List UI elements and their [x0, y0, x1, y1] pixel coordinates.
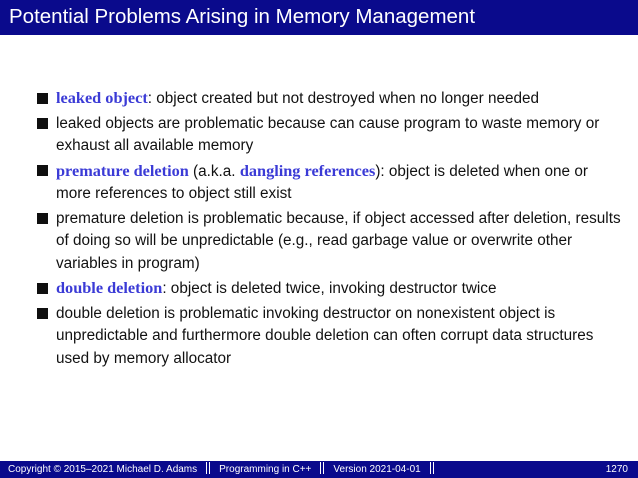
term-highlight: leaked object [56, 88, 148, 107]
term-highlight: double deletion [56, 278, 163, 297]
bullet-item [37, 208, 627, 276]
title-bar [0, 0, 638, 35]
bullet-square-icon [37, 118, 48, 129]
bullet-text: (a.k.a. [188, 162, 240, 180]
footer-bar [0, 461, 638, 478]
separator-icon [206, 462, 210, 474]
bullet-text: leaked objects are problematic because can cause program to waste memory or exhaust all available memory [56, 114, 600, 154]
bullet-item [37, 277, 627, 301]
bullet-square-icon [37, 213, 48, 224]
bullet-square-icon [37, 165, 48, 176]
footer-course: Programming in C++ [219, 464, 312, 475]
footer-version: Version 2021-04-01 [333, 464, 421, 475]
bullet-square-icon [37, 283, 48, 294]
bullet-text: : object created but not destroyed when no longer needed [147, 90, 539, 107]
bullet-item [37, 113, 627, 158]
separator-icon [430, 462, 434, 474]
bullet-text: : object is deleted twice, invoking destructor twice [162, 280, 497, 297]
page-number: 1270 [605, 464, 628, 475]
bullet-text: premature deletion is problematic because, if object accessed after deletion, results of doing so will be unpredictable (e.g., read garbage value or overwrite other variables in program) [56, 209, 621, 272]
term-highlight: premature deletion [56, 160, 189, 180]
separator-icon [320, 462, 324, 474]
bullet-text: double deletion is problematic invoking destructor on nonexistent object is unpredictable and furthermore double deletion can often corrupt data structures used by memory allocator [56, 304, 594, 367]
term-highlight: dangling references [239, 160, 376, 180]
slide-title: Potential Problems Arising in Memory Management [9, 5, 476, 28]
bullet-item [37, 303, 627, 371]
bullet-item [37, 160, 627, 206]
slide-content [37, 87, 627, 372]
bullet-square-icon [37, 308, 48, 319]
bullet-square-icon [37, 93, 48, 104]
footer-info [8, 461, 443, 478]
bullet-item [37, 87, 627, 111]
bullet-text: ): object is deleted when one or more references to object still exist [56, 162, 588, 202]
footer-copyright: Copyright © 2015–2021 Michael D. Adams [8, 464, 198, 475]
